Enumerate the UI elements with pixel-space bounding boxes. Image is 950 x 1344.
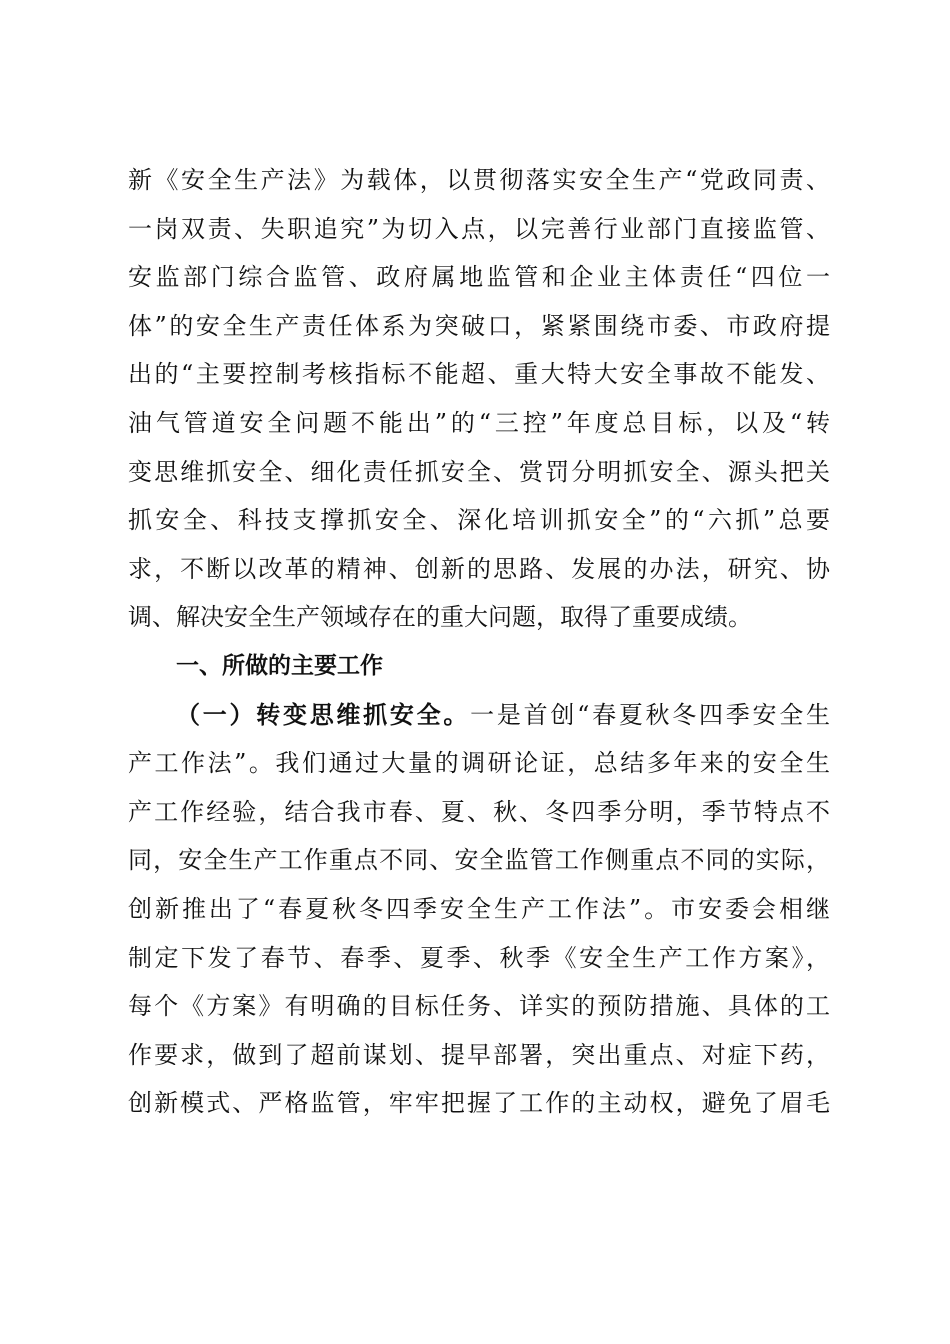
text-line: 求，不断以改革的精神、创新的思路、发展的办法，研究、协 bbox=[128, 554, 830, 583]
text-line: 调、解决安全生产领域存在的重大问题，取得了重要成绩。 bbox=[128, 603, 752, 632]
text-line: 产工作法”。我们通过大量的调研论证，总结多年来的安全生 bbox=[128, 749, 830, 778]
document-body bbox=[128, 156, 830, 1128]
text-line: 每个《方案》有明确的目标任务、详实的预防措施、具体的工 bbox=[128, 992, 830, 1021]
text-line: 创新推出了“春夏秋冬四季安全生产工作法”。市安委会相继 bbox=[128, 894, 830, 923]
sub-section-title: （一）转变思维抓安全。 bbox=[176, 700, 471, 729]
text-line: 制定下发了春节、春季、夏季、秋季《安全生产工作方案》， bbox=[128, 943, 830, 972]
section-heading: 一、所做的主要工作 bbox=[176, 652, 383, 679]
text-line: 同，安全生产工作重点不同、安全监管工作侧重点不同的实际， bbox=[128, 846, 830, 875]
text-line: 油气管道安全问题不能出”的“三控”年度总目标，以及“转 bbox=[128, 408, 830, 437]
text-line: 作要求，做到了超前谋划、提早部署，突出重点、对症下药， bbox=[128, 1040, 830, 1069]
text-line: 抓安全、科技支撑抓安全、深化培训抓安全”的“六抓”总要 bbox=[128, 506, 830, 535]
text-line: 出的“主要控制考核指标不能超、重大特大安全事故不能发、 bbox=[128, 360, 830, 389]
text-line: 体”的安全生产责任体系为突破口，紧紧围绕市委、市政府提 bbox=[128, 311, 830, 340]
text-line: 创新模式、严格监管，牢牢把握了工作的主动权，避免了眉毛 bbox=[128, 1089, 830, 1118]
text-line: 新《安全生产法》为载体，以贯彻落实安全生产“党政同责、 bbox=[128, 166, 830, 194]
text-line-first bbox=[128, 691, 830, 740]
text-line: 产工作经验，结合我市春、夏、秋、冬四季分明，季节特点不 bbox=[128, 797, 830, 826]
paragraph-transform-thinking bbox=[128, 691, 830, 1128]
text-span: 一是首创“春夏秋冬四季安全生 bbox=[470, 700, 830, 729]
text-line: 一岗双责、失职追究”为切入点，以完善行业部门直接监管、 bbox=[128, 214, 830, 243]
text-line: 变思维抓安全、细化责任抓安全、赏罚分明抓安全、源头把关 bbox=[128, 457, 830, 486]
paragraph-intro bbox=[128, 156, 830, 642]
text-line: 安监部门综合监管、政府属地监管和企业主体责任“四位一 bbox=[128, 263, 830, 292]
